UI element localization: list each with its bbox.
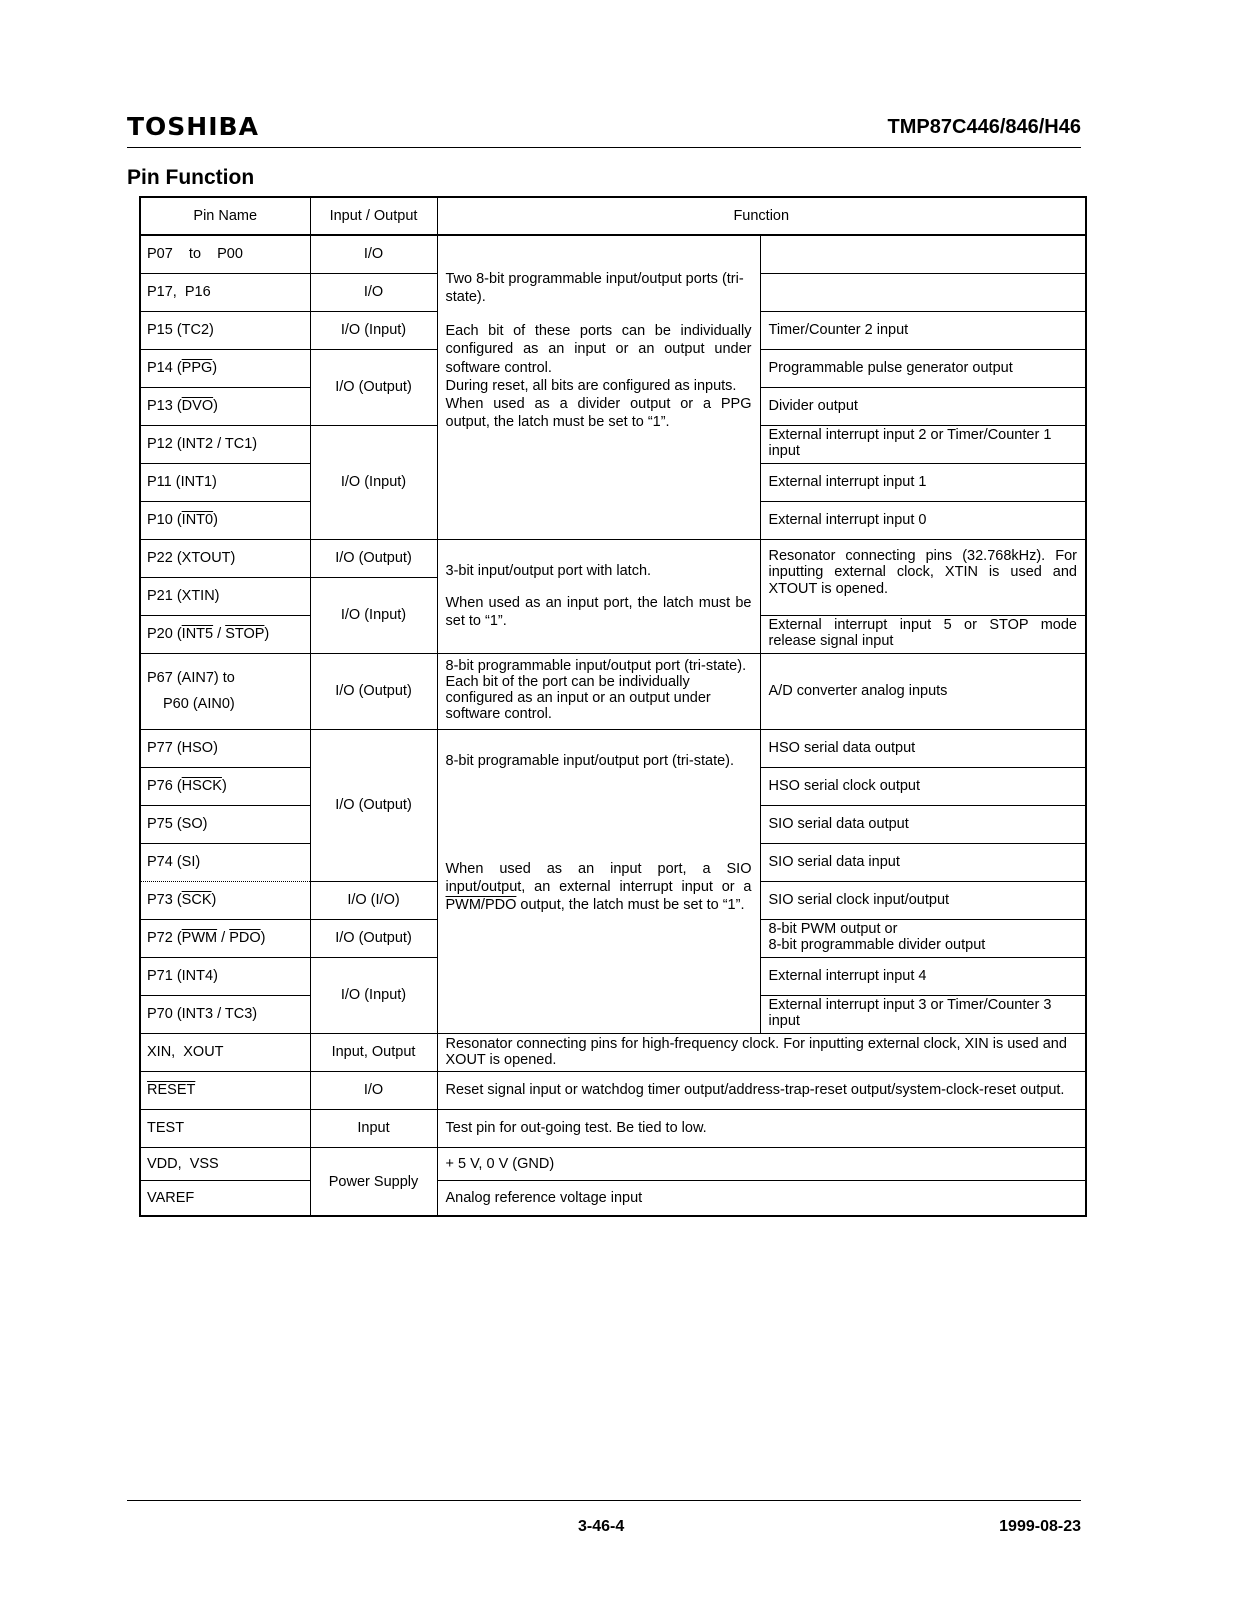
port1-desc-3: During reset, all bits are configured as inputs.	[445, 377, 737, 394]
pin-io: I/O (Input)	[310, 311, 437, 349]
pin-io: Input	[310, 1109, 437, 1147]
table-row	[140, 1147, 1086, 1180]
port2-desc-2: When used as an input port, the latch must be set to “1”.	[445, 594, 752, 630]
table-row	[140, 1109, 1086, 1147]
pin-io: I/O (Output)	[310, 539, 437, 577]
port7-description	[437, 729, 760, 1033]
table-row	[140, 1033, 1086, 1071]
table-row	[140, 539, 1086, 577]
pin-function: A/D converter analog inputs	[760, 653, 1086, 729]
pin-io: I/O (Output)	[310, 729, 437, 881]
pin-function: External interrupt input 2 or Timer/Counter 1 input	[760, 425, 1086, 463]
pin-function: Resonator connecting pins (32.768kHz). For inputting external clock, XTIN is used and XTOUT is opened.	[760, 539, 1086, 615]
pin-name-line-1: P67 (AIN7) to	[147, 669, 235, 686]
pin-name: XIN, XOUT	[140, 1033, 310, 1071]
pin-function: Resonator connecting pins for high-frequency clock. For inputting external clock, XIN is used and XOUT is opened.	[437, 1033, 1086, 1071]
port1-desc-4: When used as a divider output or a PPG output, the latch must be set to “1”.	[445, 395, 752, 430]
pin-function: External interrupt input 4	[760, 957, 1086, 995]
header-pin-name: Pin Name	[140, 197, 310, 235]
port2-description	[437, 539, 760, 653]
pin-name: RESET	[140, 1071, 310, 1109]
pin-io: I/O	[310, 273, 437, 311]
pin-name: P73 $(\overline{SCK})$	[140, 881, 310, 919]
pin-name: P74 (SI)	[140, 843, 310, 881]
pin-function	[760, 235, 1086, 273]
pin-function: Divider output	[760, 387, 1086, 425]
pin-function: External interrupt input 0	[760, 501, 1086, 539]
toshiba-logo: TOSHIBA	[127, 112, 259, 141]
pin-function-table	[139, 196, 1087, 1217]
pin-function: HSO serial clock output	[760, 767, 1086, 805]
pin-name: P70 (INT3 / TC3)	[140, 995, 310, 1033]
pin-name: P72 $(\overline{PWM} / \overline{PDO})$	[140, 919, 310, 957]
pin-name: P13 $(\overline{DVO})$	[140, 387, 310, 425]
footer-rule	[127, 1500, 1081, 1501]
pin-function-line-2: 8-bit programmable divider output	[768, 937, 986, 953]
pin-io: I/O (Output)	[310, 653, 437, 729]
port7-desc-1: 8-bit programable input/output port (tri-state).	[445, 752, 735, 769]
pin-name: P77 (HSO)	[140, 729, 310, 767]
pin-io: I/O (Input)	[310, 577, 437, 653]
port1-desc-1: Two 8-bit programmable input/output ports (tri-state).	[445, 271, 744, 306]
pin-function: Test pin for out-going test. Be tied to low.	[437, 1109, 1086, 1147]
pin-name: P21 (XTIN)	[140, 577, 310, 615]
pin-name: P71 (INT4)	[140, 957, 310, 995]
pin-io: I/O (Input)	[310, 425, 437, 539]
header-input-output: Input / Output	[310, 197, 437, 235]
pin-io: I/O (Output)	[310, 349, 437, 425]
pin-function: Timer/Counter 2 input	[760, 311, 1086, 349]
pin-name: VDD, VSS	[140, 1147, 310, 1180]
port7-desc-2: When used as an input port, a SIO input/output, an external interrupt input or a PWM/PDO output, the latch must be set to “1”.	[445, 860, 752, 913]
pin-function: SIO serial clock input/output	[760, 881, 1086, 919]
pin-function	[760, 919, 1086, 957]
table-row	[140, 235, 1086, 273]
pin-name: P14 $(\overline{PPG})$	[140, 349, 310, 387]
pin-function	[760, 273, 1086, 311]
pin-name: P20 (INT5 / STOP)	[140, 615, 310, 653]
pin-name: P10 (INT0)	[140, 501, 310, 539]
header-function: Function	[437, 197, 1086, 235]
pin-name: P76 (HSCK)	[140, 767, 310, 805]
table-header-row	[140, 197, 1086, 235]
table-row	[140, 653, 1086, 729]
table-row	[140, 729, 1086, 767]
pin-function: External interrupt input 1	[760, 463, 1086, 501]
pin-name: P22 (XTOUT)	[140, 539, 310, 577]
pin-function: External interrupt input 3 or Timer/Counter 3 input	[760, 995, 1086, 1033]
pin-name-line-2: P60 (AIN0)	[163, 696, 235, 712]
pin-function-line-1: 8-bit PWM output or	[768, 921, 898, 938]
pin-name	[140, 653, 310, 729]
table-row	[140, 1071, 1086, 1109]
pin-function: Programmable pulse generator output	[760, 349, 1086, 387]
pin-io: I/O	[310, 1071, 437, 1109]
pin-name: VAREF	[140, 1180, 310, 1216]
document-date: 1999-08-23	[999, 1518, 1081, 1535]
port1-description	[437, 235, 760, 539]
pin-io: Input, Output	[310, 1033, 437, 1071]
pin-function: SIO serial data output	[760, 805, 1086, 843]
port6-description: 8-bit programmable input/output port (tri-state). Each bit of the port can be individually configured as an input or an output under software control.	[437, 653, 760, 729]
section-title: Pin Function	[127, 166, 255, 189]
pin-io: Power Supply	[310, 1147, 437, 1216]
pin-io: I/O (Input)	[310, 957, 437, 1033]
header-rule	[127, 147, 1081, 148]
pin-name: P11 (INT1)	[140, 463, 310, 501]
pin-name: P15 (TC2)	[140, 311, 310, 349]
pin-name: P12 (INT2 / TC1)	[140, 425, 310, 463]
port1-desc-2: Each bit of these ports can be individually configured as an input or an output under software control.	[445, 323, 752, 376]
pin-name: P75 (SO)	[140, 805, 310, 843]
pin-function: Reset signal input or watchdog timer output/address-trap-reset output/system-clock-reset output.	[437, 1071, 1086, 1109]
page-number: 3-46-4	[578, 1518, 625, 1535]
pin-function: SIO serial data input	[760, 843, 1086, 881]
pin-function: External interrupt input 5 or STOP mode release signal input	[760, 615, 1086, 653]
pin-function: Analog reference voltage input	[437, 1180, 1086, 1216]
pin-function: + 5 V, 0 V (GND)	[437, 1147, 1086, 1180]
pin-name: TEST	[140, 1109, 310, 1147]
document-id: TMP87C446/846/H46	[887, 116, 1081, 138]
port2-desc-1: 3-bit input/output port with latch.	[445, 562, 652, 579]
table-row	[140, 1180, 1086, 1216]
pin-name: P07 to P00	[140, 235, 310, 273]
pin-io: I/O	[310, 235, 437, 273]
pin-name: P17, P16	[140, 273, 310, 311]
pin-io: I/O (Output)	[310, 919, 437, 957]
pin-function: HSO serial data output	[760, 729, 1086, 767]
pin-io: I/O (I/O)	[310, 881, 437, 919]
